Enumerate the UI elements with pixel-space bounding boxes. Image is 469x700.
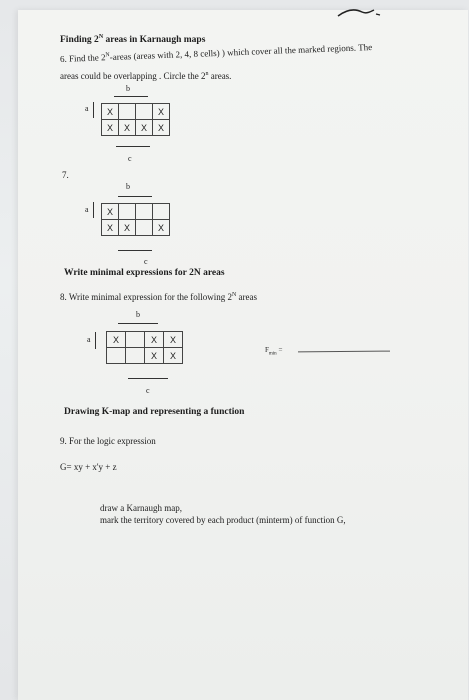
kmap6-col-var-c: c	[128, 154, 132, 163]
kmap-question-6	[101, 103, 170, 136]
kmap6-a-bar	[93, 102, 94, 118]
kmap7-b-bar	[118, 196, 152, 197]
kmap7-row-var-a: a	[85, 205, 89, 214]
kmap8-b-bar	[118, 323, 158, 324]
kmap6-cell	[136, 104, 153, 120]
kmap7-cell	[119, 204, 136, 220]
question-6-line-1: 6. Find the $2^N$-areas (areas with 2, 4, 8 cells) ) which cover all the marked regions. The	[59, 42, 373, 64]
kmap7-cell	[153, 204, 170, 220]
kmap7-cell: X	[153, 220, 170, 236]
kmap7-col-var-b: b	[126, 182, 130, 191]
worksheet-heading: Finding $2^N$ areas in Karnaugh maps	[60, 34, 206, 46]
fmin-label: $F_{min}$ =	[265, 346, 283, 357]
kmap6-cell: X	[102, 120, 119, 136]
kmap6-cell: X	[102, 104, 119, 120]
kmap8-cell	[126, 348, 145, 364]
kmap8-cell: X	[164, 332, 183, 348]
kmap6-cell: X	[119, 120, 136, 136]
kmap-question-7	[101, 203, 170, 236]
kmap8-col-var-b: b	[136, 310, 140, 319]
kmap8-cell: X	[145, 332, 164, 348]
kmap7-a-bar	[93, 202, 94, 218]
kmap8-cell: X	[164, 348, 183, 364]
kmap8-cell: X	[107, 332, 126, 348]
kmap7-cell: X	[119, 220, 136, 236]
kmap6-cell: X	[153, 104, 170, 120]
question-9-text: 9. For the logic expression	[60, 436, 156, 446]
question-9-instruction-1: draw a Karnaugh map,	[100, 503, 182, 513]
section-minimal-expressions-title: Write minimal expressions for 2N areas	[64, 268, 225, 278]
kmap7-c-bar	[118, 250, 152, 251]
kmap7-cell: X	[102, 220, 119, 236]
question-7-number: 7.	[62, 170, 69, 180]
kmap7-cell: X	[102, 204, 119, 220]
kmap6-cell: X	[153, 120, 170, 136]
kmap8-cell	[107, 348, 126, 364]
kmap7-col-var-c: c	[144, 257, 148, 266]
section-drawing-kmap-title: Drawing K-map and representing a function	[64, 407, 245, 417]
worksheet-page	[18, 10, 468, 700]
pen-scribble	[336, 4, 386, 24]
kmap8-cell	[126, 332, 145, 348]
kmap6-row-var-a: a	[85, 104, 89, 113]
kmap7-cell	[136, 204, 153, 220]
kmap6-cell: X	[136, 120, 153, 136]
question-6-line-2: areas could be overlapping . Circle the 2$^n$ areas.	[60, 71, 232, 81]
kmap6-cell	[119, 104, 136, 120]
kmap8-row-var-a: a	[87, 335, 91, 344]
question-8-text: 8. Write minimal expression for the following $2^N$ areas	[60, 292, 258, 302]
question-9-instruction-2: mark the territory covered by each product (minterm) of function G,	[100, 515, 346, 525]
kmap8-c-bar	[128, 378, 168, 379]
kmap7-cell	[136, 220, 153, 236]
kmap6-c-bar	[116, 146, 150, 147]
kmap8-a-bar	[95, 332, 96, 349]
kmap-question-8	[106, 331, 183, 364]
kmap8-col-var-c: c	[146, 386, 150, 395]
kmap8-cell: X	[145, 348, 164, 364]
kmap6-b-bar	[114, 96, 148, 97]
question-9-expression: G= xy + x'y + z	[60, 462, 117, 472]
kmap6-col-var-b: b	[126, 84, 130, 93]
